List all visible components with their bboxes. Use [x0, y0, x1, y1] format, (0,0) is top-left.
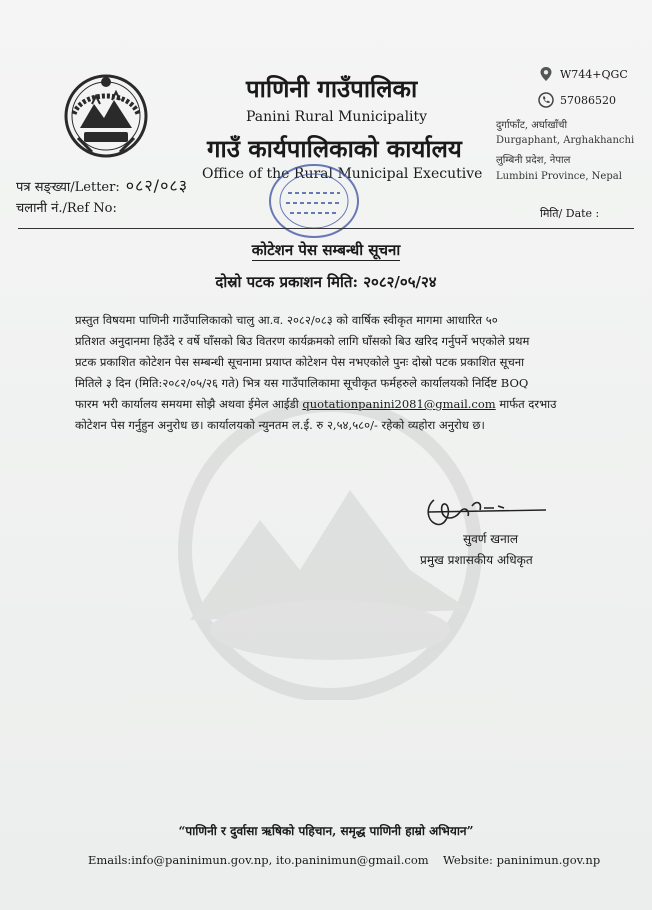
- letter-number-value: ०८२/०८३: [125, 176, 189, 195]
- office-title-english: Office of the Rural Municipal Executive: [202, 166, 483, 182]
- handwritten-signature: [420, 486, 550, 536]
- address-nepali: दुर्गाफाँट, अर्घाखाँची: [496, 120, 568, 131]
- office-title-nepali: गाउँ कार्यपालिकाको कार्यालय: [207, 134, 462, 163]
- date-label: मिति/ Date :: [540, 207, 600, 220]
- letter-number: [16, 174, 188, 196]
- footer-emails[interactable]: Emails:info@paninimun.gov.np, ito.paninimun@gmail.com: [88, 853, 429, 867]
- notice-line: प्रटक प्रकाशित कोटेशन पेस सम्बन्धी सूचनामा प्रयाप्त कोटेशन पेस नभएकोले पुनः दोस्रो पटक प्रकाशित सूचना: [75, 355, 525, 369]
- footer-website[interactable]: Website: paninimun.gov.np: [443, 853, 601, 867]
- location-pin-icon: [538, 66, 554, 82]
- footer-slogan: “पाणिनी र दुर्वासा ऋषिको पहिचान, समृद्ध पाणिनी हाम्रो अभियान”: [178, 824, 474, 838]
- location-code: W744+QGC: [560, 67, 628, 81]
- watermark-emblem: [150, 400, 510, 700]
- notice-line: मितिले ३ दिन (मिति:२०८२/०५/२६ गते) भित्र यस गाउँपालिकामा सूचीकृत फर्महरुले कार्यालयको निर्दिष्ट BOQ: [75, 376, 529, 390]
- letter-number-label: पत्र सङ्ख्या/Letter:: [16, 180, 120, 195]
- publish-date: दोस्रो पटक प्रकाशन मिति: २०८२/०५/२४: [215, 273, 437, 291]
- province-nepali: लुम्बिनी प्रदेश, नेपाल: [496, 155, 571, 166]
- quotation-email-link[interactable]: quotationpanini2081@gmail.com: [302, 397, 496, 411]
- notice-subject: [0, 240, 652, 260]
- address-english: Durgaphant, Arghakhanchi: [496, 135, 635, 146]
- notice-line: [75, 397, 580, 412]
- phone-icon: [538, 92, 554, 108]
- signatory-title: प्रमुख प्रशासकीय अधिकृत: [420, 553, 533, 567]
- notice-line: प्रस्तुत विषयमा पाणिनी गाउँपालिकाको चालु आ.व. २०८२/०८३ को वार्षिक स्वीकृत मागमा आधारित ५०: [75, 313, 498, 327]
- notice-line: प्रतिशत अनुदानमा हिउँदे र वर्षे घाँसको बिउ वितरण कार्यक्रमको लागि घाँसको बिउ खरिद गर्नुपर्ने भएकोले प्रथम: [75, 334, 530, 348]
- province-english: Lumbini Province, Nepal: [496, 171, 622, 182]
- nepal-emblem-icon: [62, 70, 150, 160]
- notice-line-text: मार्फत दरभाउ: [495, 397, 557, 411]
- header-divider: [18, 228, 634, 229]
- notice-line-text: फारम भरी कार्यालय समयमा सोझै अथवा ईमेल आईडी: [75, 397, 303, 411]
- ref-number-label: चलानी नं./Ref No:: [16, 201, 117, 216]
- phone-number: 57086520: [560, 93, 616, 107]
- notice-subject-text: कोटेशन पेस सम्बन्धी सूचना: [251, 241, 401, 259]
- phone-row: [538, 92, 616, 108]
- municipality-title-english: Panini Rural Municipality: [246, 109, 428, 125]
- signatory-name: सुवर्ण खनाल: [463, 532, 518, 546]
- location-row: [538, 66, 628, 82]
- municipality-title-nepali: पाणिनी गाउँपालिका: [246, 74, 418, 103]
- notice-line: कोटेशन पेस गर्नुहुन अनुरोध छ। कार्यालयको न्युनतम ल.ई. रु २,५४,५८०/- रहेको व्यहोरा अनुरोध छ।: [75, 418, 485, 432]
